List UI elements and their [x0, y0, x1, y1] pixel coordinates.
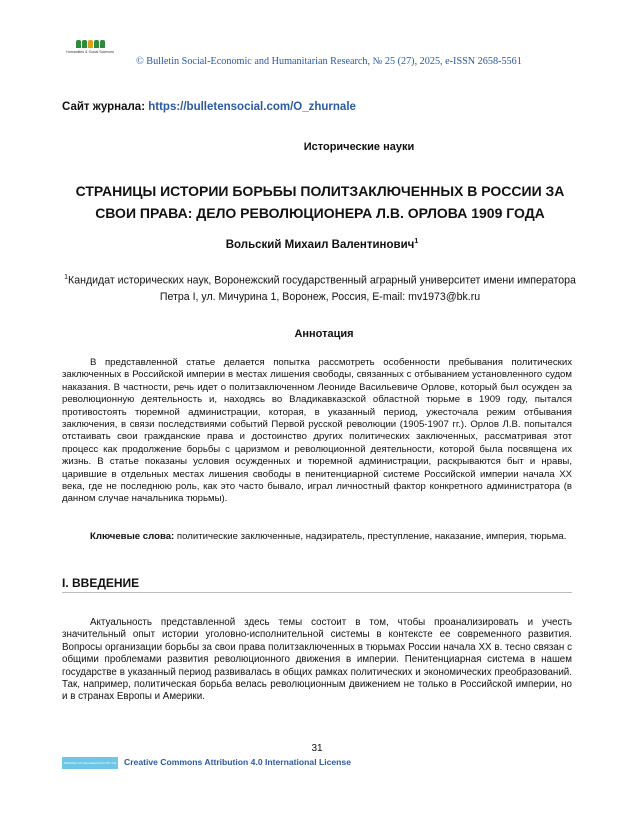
affiliation-text: Кандидат исторических наук, Воронежский государственный аграрный университет имени императора Петра I, ул. Мичурина 1, Воронеж, Россия, E-mail: mv1973@bk.ru [68, 274, 576, 303]
affiliation-sup: 1 [64, 274, 69, 281]
annotation-heading: Аннотация [294, 328, 354, 340]
cc-license-link[interactable]: Creative Commons Attribution 4.0 International License [124, 757, 351, 767]
journal-logo [66, 40, 114, 70]
article-title: СТРАНИЦЫ ИСТОРИИ БОРЬБЫ ПОЛИТЗАКЛЮЧЕННЫХ В РОССИИ ЗА СВОИ ПРАВА: ДЕЛО РЕВОЛЮЦИОНЕРА Л.В. ОРЛОВА 1909 ГОДА [75, 183, 565, 221]
author-name: Вольский Михаил Валентинович [225, 238, 415, 251]
cc-badge-text: Attribution 4.0 International (CC BY 4.0) [63, 761, 117, 765]
site-label: Сайт журнала: [62, 101, 149, 113]
site-link[interactable]: https://bulletensocial.com/O_zhurnale [148, 101, 356, 113]
section-title: Исторические науки [303, 141, 415, 153]
annotation-text: В представленной статье делается попытка рассмотреть особенности пребывания политических заключенных в Российской империи в местах лишения свободы, связанных с отбыванием установленного судом наказания. В частности, речь идет о политзаключенном Леониде Васильевиче Орлове, который был осужден за революционную деятельность и, находясь во Владикавказской областной тюрьме в 1909 году, пытался противостоять тюремной администрации, которая, в указанный период, ужесточала режим отбывания заключения, в связи последствиями событий Первой русской революции (1905-1907 гг.). Орлов Л.В. попытался отстаивать свои гражданские права и достоинство других политических заключенных, рассматривая этот процесс как продолжение борьбы с царизмом и революционной деятельности, которой была посвящена их жизнь. В статье показаны условия осужденных и тюремной администрации, раскрываются быт и нравы, царившие в отдельных местах лишения свободы в пенитенциарной системе Российской империи начала XX века, где не последнюю роль, как это часто бывало, играл личностный фактор конкретного администратора (в данном случае начальника тюрьмы). [62, 357, 572, 505]
page-number: 31 [311, 743, 323, 754]
logo-text: Humanities & Social Sciences [66, 50, 114, 54]
keywords [62, 531, 572, 543]
intro-heading: I. ВВЕДЕНИЕ [62, 576, 140, 590]
keywords-text: политические заключенные, надзиратель, преступление, наказание, империя, тюрьма. [174, 531, 567, 542]
intro-paragraph: Актуальность представленной здесь темы состоит в том, чтобы проанализировать и учесть значительный опыт истории уголовно-исполнительной системы в контексте ее современного развития. Вопросы организации борьбы за свои права политзаключенных в тюрьмах России начала XX в. тесно связан с общими проблемами развития революционного движения в империи. Пенитенциарная система в нашем государстве в указанный период развивалась в общих рамках политических и экономических преобразований. Так, например, политическая борьба велась революционным движением не только в Российской империи, но и в странах Европы и Америки. [62, 617, 572, 703]
author-line [0, 238, 634, 251]
cc-license-badge-icon[interactable] [62, 757, 118, 769]
intro-divider [62, 592, 572, 593]
journal-header: © Bulletin Social-Economic and Humanitarian Research, № 25 (27), 2025, e-ISSN 2658-5561 [136, 56, 522, 67]
keywords-label: Ключевые слова: [90, 531, 175, 542]
author-sup: 1 [414, 238, 419, 245]
logo-figures-icon [66, 40, 114, 48]
journal-site [62, 101, 356, 113]
affiliation [60, 270, 580, 305]
